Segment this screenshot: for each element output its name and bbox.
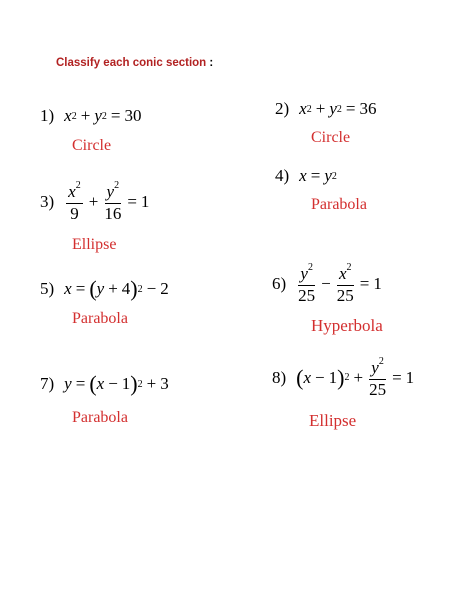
- heading-colon: :: [209, 57, 214, 69]
- equals-sign: =: [359, 273, 370, 293]
- heading-title: Classify each conic section: [56, 57, 207, 69]
- var-x: x: [299, 99, 307, 118]
- worksheet-heading: [56, 57, 213, 69]
- var-y: y: [96, 279, 105, 298]
- problem-8-equation: [272, 356, 414, 399]
- constant: 2: [160, 279, 169, 298]
- exponent: 2: [101, 110, 107, 122]
- problem-number: 7): [40, 374, 55, 393]
- close-paren: ): [337, 364, 345, 390]
- problem-1-answer: Circle: [72, 137, 112, 154]
- fraction: [337, 262, 354, 305]
- exponent: 2: [331, 170, 337, 182]
- exponent: 2: [137, 283, 143, 295]
- var-x: x: [64, 106, 72, 125]
- var-y: y: [106, 182, 115, 201]
- problem-3-answer: Ellipse: [72, 236, 117, 253]
- plus-sign: +: [108, 279, 118, 298]
- problem-8-answer: Ellipse: [309, 411, 357, 430]
- open-paren: (: [296, 364, 304, 390]
- equals-sign: =: [75, 374, 86, 393]
- exponent: 2: [346, 262, 352, 273]
- problem-number: 8): [272, 367, 287, 387]
- problem-number: 2): [275, 99, 290, 118]
- problem-6-equation: [272, 262, 382, 305]
- problem-5-equation: [40, 278, 169, 300]
- plus-sign: +: [315, 99, 326, 118]
- exponent: 2: [306, 103, 312, 115]
- problem-number: 1): [40, 106, 55, 125]
- var-y: y: [371, 358, 379, 377]
- close-paren: ): [130, 276, 138, 301]
- constant: 3: [160, 374, 169, 393]
- constant: 1: [405, 367, 415, 387]
- problem-1-equation: [40, 106, 141, 126]
- var-x: x: [338, 264, 347, 283]
- equals-sign: =: [127, 191, 137, 211]
- equals-sign: =: [75, 279, 86, 298]
- plus-sign: +: [88, 191, 99, 211]
- open-paren: (: [89, 276, 97, 301]
- equals-sign: =: [310, 166, 321, 185]
- problem-2-answer: Circle: [311, 129, 351, 146]
- exponent: 2: [137, 378, 143, 390]
- equals-sign: =: [345, 99, 356, 118]
- fraction: [104, 180, 121, 223]
- plus-sign: +: [353, 367, 364, 387]
- problem-7-answer: Parabola: [72, 409, 128, 426]
- problem-6-answer: Hyperbola: [311, 316, 383, 335]
- minus-sign: −: [321, 273, 331, 293]
- problem-4-equation: [275, 166, 337, 186]
- exponent: 2: [378, 356, 384, 367]
- exponent: 2: [71, 110, 77, 122]
- var-x: x: [64, 279, 72, 298]
- constant: 36: [359, 99, 377, 118]
- open-paren: (: [89, 371, 97, 396]
- exponent: 2: [75, 180, 81, 191]
- var-x: x: [96, 374, 105, 393]
- var-y: y: [64, 374, 72, 393]
- constant: 1: [140, 191, 150, 211]
- constant: 4: [121, 279, 131, 298]
- problem-7-equation: [40, 373, 169, 395]
- problem-4-answer: Parabola: [311, 196, 367, 213]
- exponent: 2: [336, 103, 342, 115]
- fraction: [369, 356, 386, 399]
- problem-number: 6): [272, 273, 287, 293]
- problem-3-equation: [40, 180, 149, 223]
- problem-number: 4): [275, 166, 290, 185]
- problem-number: 5): [40, 279, 55, 298]
- fraction: [298, 262, 315, 305]
- minus-sign: −: [315, 367, 325, 387]
- constant: 1: [121, 374, 131, 393]
- equals-sign: =: [392, 367, 402, 387]
- plus-sign: +: [146, 374, 157, 393]
- problem-number: 3): [40, 191, 55, 211]
- var-y: y: [324, 166, 332, 185]
- denominator: 25: [336, 285, 354, 305]
- denominator: 25: [369, 379, 387, 399]
- denominator: 25: [298, 285, 316, 305]
- problem-5-answer: Parabola: [72, 310, 128, 327]
- equals-sign: =: [110, 106, 121, 125]
- var-y: y: [300, 264, 308, 283]
- var-x: x: [68, 182, 76, 201]
- problem-2-equation: [275, 99, 376, 119]
- var-y: y: [94, 106, 102, 125]
- close-paren: ): [130, 371, 138, 396]
- minus-sign: −: [108, 374, 118, 393]
- constant: 1: [373, 273, 382, 293]
- denominator: 16: [104, 203, 122, 223]
- constant: 1: [328, 367, 338, 387]
- var-y: y: [329, 99, 337, 118]
- var-x: x: [299, 166, 307, 185]
- plus-sign: +: [80, 106, 91, 125]
- constant: 30: [124, 106, 142, 125]
- exponent: 2: [114, 180, 120, 191]
- exponent: 2: [307, 262, 313, 273]
- exponent: 2: [344, 372, 350, 384]
- minus-sign: −: [146, 279, 157, 298]
- var-x: x: [303, 367, 312, 387]
- fraction: [66, 180, 83, 223]
- denominator: 9: [70, 203, 79, 223]
